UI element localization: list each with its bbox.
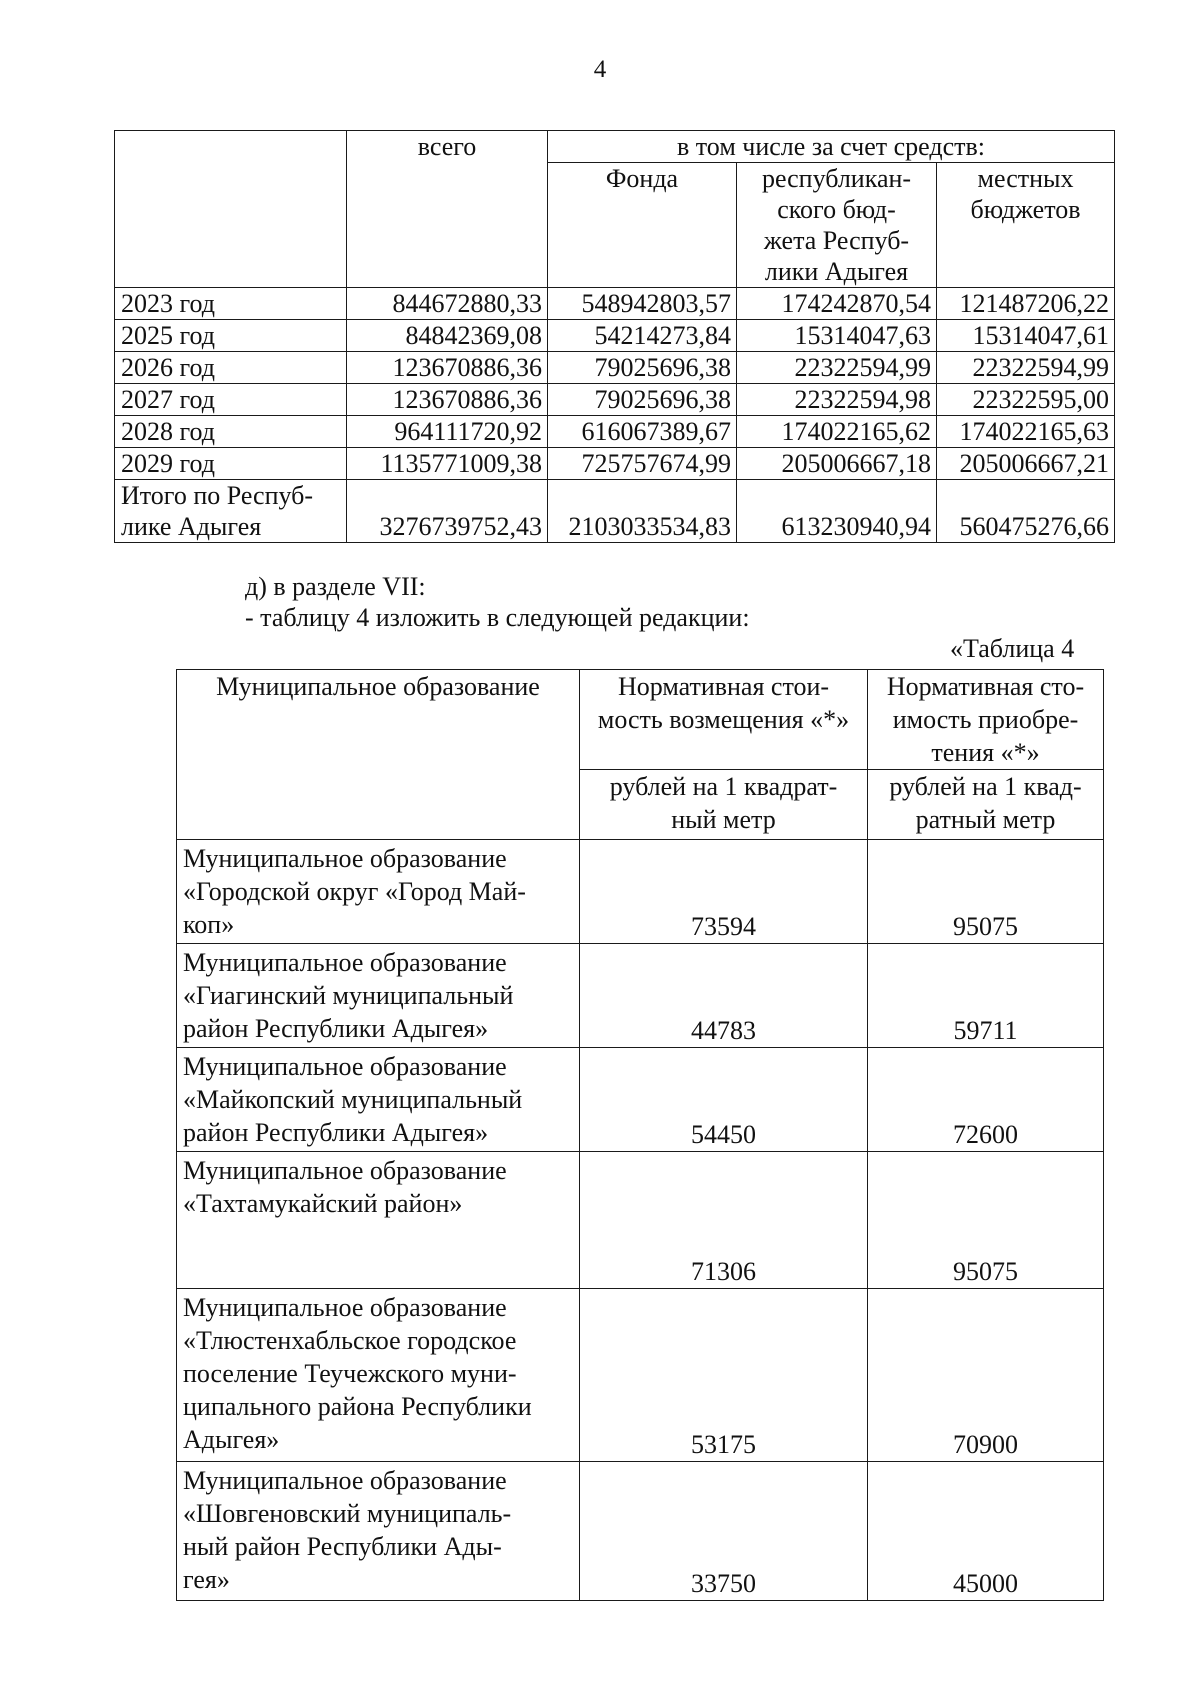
municipality-name: Муниципальное образование «Тахтамукайский район» [177,1152,580,1289]
table-row: 2029 год 1135771009,38 725757674,99 205006667,18 205006667,21 [115,448,1115,480]
municipality-name: Муниципальное образование «Гиагинский муниципальный район Республики Адыгея» [177,944,580,1048]
municipality-name: Муниципальное образование «Городской округ «Город Май- коп» [177,840,580,944]
header-municipality: Муниципальное образование [177,670,580,840]
municipality-name: Муниципальное образование «Тлюстенхабльское городское поселение Теучежского муни- ципального района Республики Адыгея» [177,1289,580,1462]
table-row: 2027 год 123670886,36 79025696,38 22322594,98 22322595,00 [115,384,1115,416]
page-number: 4 [593,56,607,83]
header-compensation-cost: Нормативная стои- мость возмещения «*» [580,670,868,770]
table-row: 2028 год 964111720,92 616067389,67 174022165,62 174022165,63 [115,416,1115,448]
table-row: Муниципальное образование «Тлюстенхабльское городское поселение Теучежского муни- ципального района Республики Адыгея» 53175 70900 [177,1289,1104,1462]
header-fund: Фонда [548,163,737,288]
table-row: 2025 год 84842369,08 54214273,84 15314047,63 15314047,61 [115,320,1115,352]
table-row: Муниципальное образование «Тахтамукайский район» 71306 95075 [177,1152,1104,1289]
compensation-table [176,669,1104,1601]
table-caption: «Таблица 4 [950,634,1075,663]
municipality-name: Муниципальное образование «Майкопский муниципальный район Республики Адыгея» [177,1048,580,1152]
total-label: Итого по Респуб- лике Адыгея [115,480,347,543]
header-including: в том числе за счет средств: [548,131,1115,163]
header-empty-cell [115,131,347,288]
header-unit-compensation: рублей на 1 квадрат- ный метр [580,770,868,840]
table-row: 2023 год 844672880,33 548942803,57 174242870,54 121487206,22 [115,288,1115,320]
table-instruction: - таблицу 4 изложить в следующей редакции: [245,603,750,632]
section-instruction: д) в разделе VII: [245,572,426,601]
funding-table [114,130,1115,543]
header-total: всего [347,131,548,288]
table-row: Муниципальное образование «Шовгеновский муниципаль- ный район Республики Ады- гея» 33750 45000 [177,1462,1104,1601]
header-unit-acquisition: рублей на 1 квад- ратный метр [868,770,1104,840]
table-row: 2026 год 123670886,36 79025696,38 22322594,99 22322594,99 [115,352,1115,384]
table-row: Муниципальное образование «Гиагинский муниципальный район Республики Адыгея» 44783 59711 [177,944,1104,1048]
table-row: Муниципальное образование «Городской округ «Город Май- коп» 73594 95075 [177,840,1104,944]
header-acquisition-cost: Нормативная сто- имость приобре- тения «*» [868,670,1104,770]
total-row: Итого по Респуб- лике Адыгея 3276739752,43 2103033534,83 613230940,94 560475276,66 [115,480,1115,543]
header-republic-budget: республикан- ского бюд- жета Респуб- лики Адыгея [737,163,937,288]
municipality-name: Муниципальное образование «Шовгеновский муниципаль- ный район Республики Ады- гея» [177,1462,580,1601]
header-local-budgets: местных бюджетов [937,163,1115,288]
table-row: Муниципальное образование «Майкопский муниципальный район Республики Адыгея» 54450 72600 [177,1048,1104,1152]
